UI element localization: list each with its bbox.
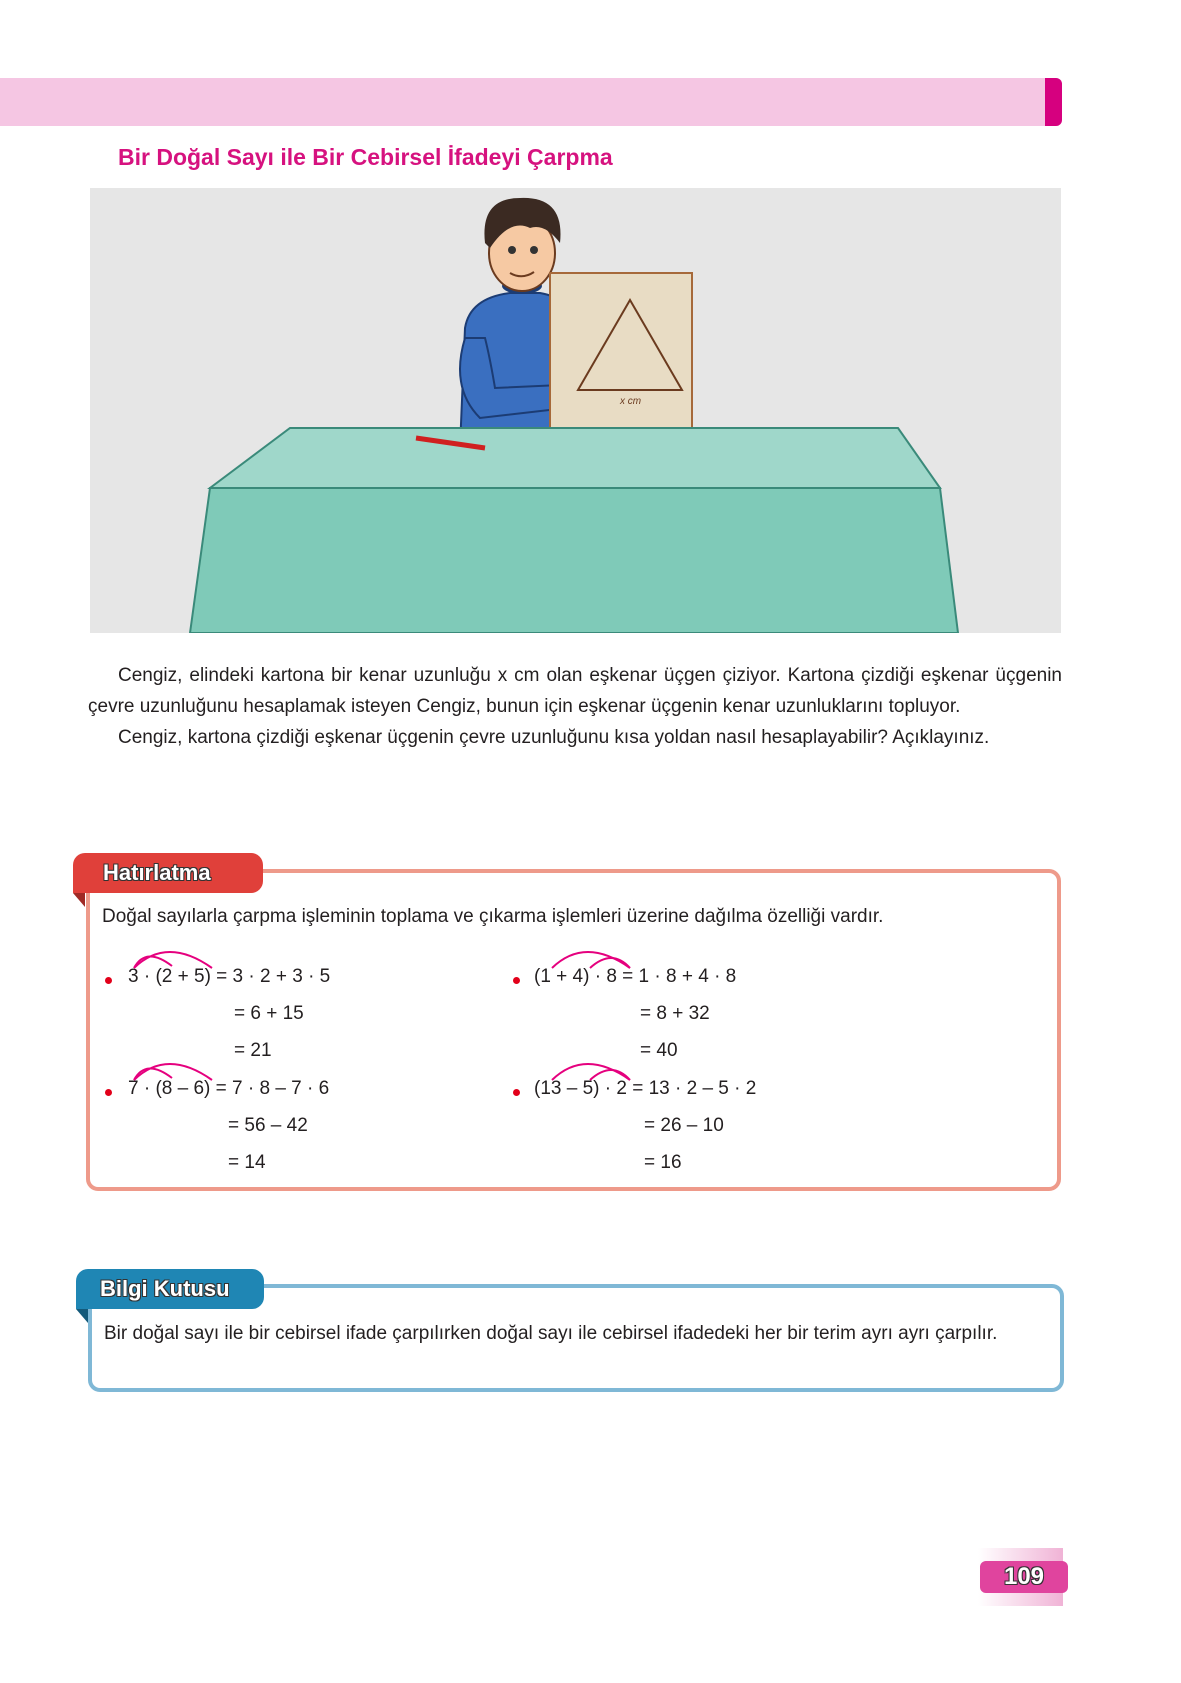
formula-line: = 21	[234, 1040, 272, 1061]
illustration	[90, 188, 1061, 633]
formula-line: = 8 + 32	[640, 1003, 710, 1024]
problem-text	[88, 660, 1062, 753]
bullet	[105, 1089, 112, 1096]
formula-line: (1 + 4) · 8 = 1 · 8 + 4 · 8	[534, 966, 737, 987]
triangle-side-label: x cm	[620, 396, 642, 407]
formula-line: (13 – 5) · 2 = 13 · 2 – 5 · 2	[534, 1078, 757, 1099]
paragraph: Cengiz, kartona çizdiği eşkenar üçgenin çevre uzunluğunu kısa yoldan nasıl hesaplayabilir? Açıklayınız.	[118, 727, 990, 748]
formula-line: = 40	[640, 1040, 678, 1061]
tab-fold	[76, 1309, 88, 1323]
section-title: Bir Doğal Sayı ile Bir Cebirsel İfadeyi Çarpma	[118, 144, 613, 170]
formula-line: = 6 + 15	[234, 1003, 304, 1024]
info-text: Bir doğal sayı ile bir cebirsel ifade çarpılırken doğal sayı ile cebirsel ifadedeki her bir terim ayrı ayrı çarpılır.	[104, 1323, 998, 1344]
formula-line: = 16	[644, 1152, 682, 1173]
info-tab: Bilgi Kutusu	[76, 1269, 264, 1309]
formula-line: 3 · (2 + 5) = 3 · 2 + 3 · 5	[128, 966, 331, 987]
header-bar-accent	[1045, 78, 1062, 126]
bullet	[513, 977, 520, 984]
tab-fold	[73, 893, 85, 907]
distribution-arrows	[132, 946, 222, 970]
distribution-arrows	[550, 946, 640, 970]
formula-line: = 14	[228, 1152, 266, 1173]
formula-line: 7 · (8 – 6) = 7 · 8 – 7 · 6	[128, 1078, 330, 1099]
reminder-tab: Hatırlatma	[73, 853, 263, 893]
distribution-arrows	[132, 1058, 222, 1082]
boy-with-triangle-illustration	[90, 188, 1061, 633]
bullet	[105, 977, 112, 984]
formula-line: = 26 – 10	[644, 1115, 724, 1136]
bullet	[513, 1089, 520, 1096]
header-bar	[0, 78, 1062, 126]
paragraph: Cengiz, elindeki kartona bir kenar uzunluğu x cm olan eşkenar üçgen çiziyor. Kartona çizdiği eşkenar üçgenin çevre uzunluğunu hesaplamak isteyen Cengiz, bunun için eşkenar üçgenin kenar uzunluklarını topluyor.	[88, 665, 1062, 717]
formula-line: = 56 – 42	[228, 1115, 308, 1136]
reminder-intro: Doğal sayılarla çarpma işleminin toplama ve çıkarma işlemleri üzerine dağılma özelliği vardır.	[102, 906, 884, 927]
page-number: 109	[980, 1561, 1068, 1593]
distribution-arrows	[550, 1058, 640, 1082]
